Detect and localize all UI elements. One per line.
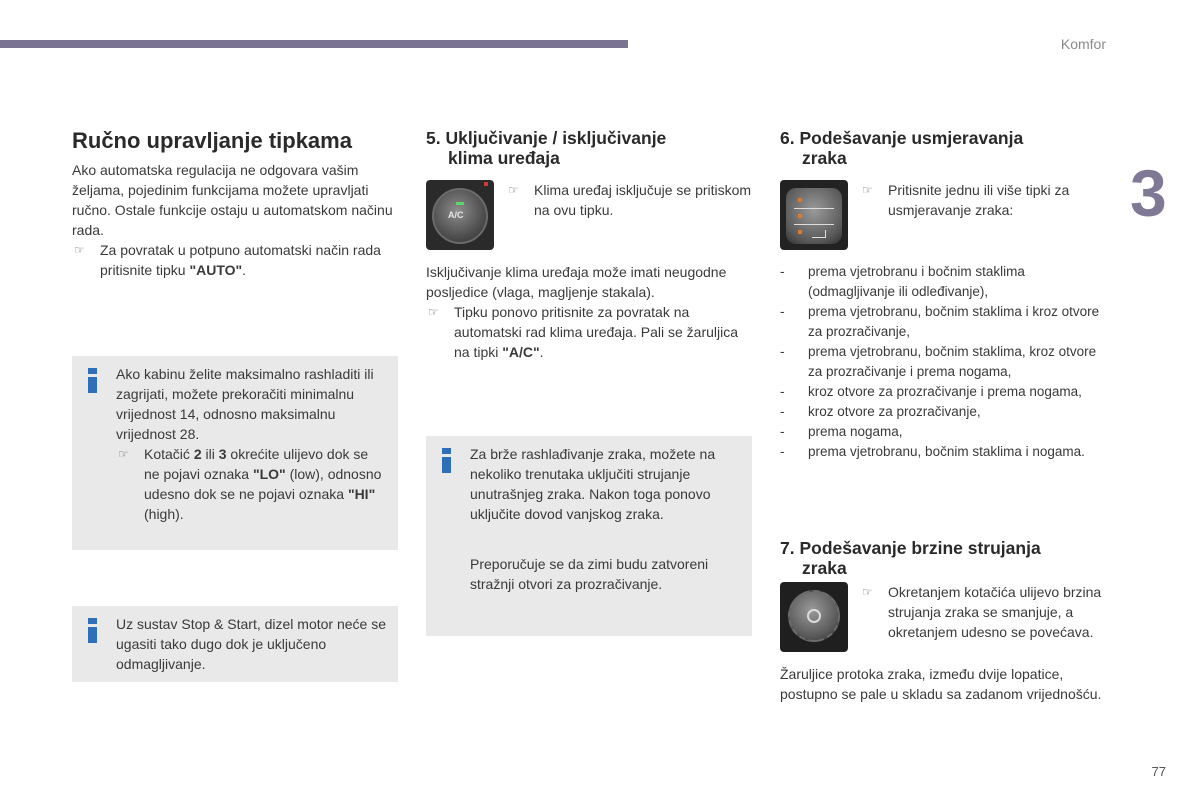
fan-speed-knob-image: [780, 582, 848, 652]
info-rear-vents-text: Preporučuje se da zimi budu zatvoreni stražnji otvori za prozračivanje.: [470, 556, 709, 592]
air-direction-panel-image: [780, 180, 848, 250]
pointer-icon: ☞: [862, 183, 873, 197]
pointer-icon: ☞: [508, 183, 519, 197]
info-icon: [88, 618, 97, 642]
column-air-direction: 6. Podešavanje usmjeravanja zraka ☞ Pritisnite jednu ili više tipki za usmjeravanje zraka: - prema vjetrobranu i bočnim staklima (odmagljivanje ili odleđivanje), - prema vjetrobranu, bočnim staklima i kroz otvore za prozračivanje, - prema vjetrobranu, bočnim staklima, kroz otvore za prozračivanje i prema nogama, - kroz otvore za prozračivanje i prema nogama, - kroz otvore za prozračivanje, - prema nogama, - prema vjetrobranu, bočnim staklima i nogama.: [780, 128, 1110, 462]
air-direction-list: [780, 262, 1110, 462]
pointer-icon: ☞: [118, 447, 129, 461]
section-title-air-direction: 6. Podešavanje usmjeravanja: [780, 128, 1024, 148]
pointer-icon: ☞: [428, 305, 439, 319]
list-item: - prema vjetrobranu, bočnim staklima, kroz otvore za prozračivanje i prema nogama,: [780, 344, 1097, 379]
column-manual-controls: [72, 128, 398, 280]
manual-intro: Ako automatska regulacija ne odgovara vašim željama, pojedinim funkcijama možete upravljati ručno. Ostale funkcije ostaju u automatskom načinu rada.: [72, 162, 393, 238]
list-item: - kroz otvore za prozračivanje i prema nogama,: [780, 384, 1082, 399]
section-title-air-speed: 7. Podešavanje brzine strujanja: [780, 538, 1041, 558]
info-box-recirculation: [426, 436, 752, 636]
air-direction-bullet: ☞ Pritisnite jednu ili više tipki za usmjeravanje zraka:: [860, 180, 1110, 250]
page-number: 77: [1151, 764, 1166, 779]
fan-speed-lights-text: Žaruljice protoka zraka, između dvije lopatice, postupno se pale u skladu sa zadanom vrijednošću.: [780, 666, 1102, 702]
auto-bullet: ☞ Za povratak u potpuno automatski način rada pritisnite tipku "AUTO".: [74, 242, 381, 278]
fan-speed-bullet: ☞ Okretanjem kotačića ulijevo brzina strujanja zraka se smanjuje, a okretanjem udesno se povećava.: [860, 582, 1110, 652]
info-knob-bullet: ☞ Kotačić 2 ili 3 okrećite ulijevo dok se ne pojavi oznaka "LO" (low), odnosno udesno dok se ne pojavi oznaka "HI" (high).: [118, 446, 382, 522]
column-ac: 5. Uključivanje / isključivanje klima uređaja A/C ☞ Klima uređaj isključuje se pritiskom na ovu tipku. Isključivanje klima uređaja može imati neugodne posljedice (vlaga, magljenje stakala). ☞ Tipku ponovo pritisnite za povratak na automatski rad klima uređaja. Pali se žaruljica na tipki "A/C".: [426, 128, 752, 360]
fan-icon: [807, 609, 821, 623]
ac-off-bullet: ☞ Klima uređaj isključuje se pritiskom na ovu tipku.: [506, 180, 752, 250]
ac-restore-bullet: ☞ Tipku ponovo pritisnite za povratak na automatski rad klima uređaja. Pali se žaruljica na tipki "A/C".: [428, 304, 739, 360]
section-title-ac: 5. Uključivanje / isključivanje: [426, 128, 667, 148]
pointer-icon: ☞: [74, 243, 85, 257]
info-recirculation-text: Za brže rashlađivanje zraka, možete na nekoliko trenutaka uključiti strujanje unutrašnjeg zraka. Nakon toga ponovo uključite dovod vanjskog zraka.: [470, 446, 716, 522]
info-box-stop-start: [72, 606, 398, 682]
chapter-number: 3: [1130, 156, 1167, 230]
list-item: - prema vjetrobranu, bočnim staklima i kroz otvore za prozračivanje,: [780, 304, 1100, 339]
list-item: - prema nogama,: [780, 424, 903, 439]
header-bar: [0, 40, 628, 48]
ac-button-image: A/C: [426, 180, 494, 250]
list-item: - prema vjetrobranu, bočnim staklima i nogama.: [780, 444, 1085, 459]
list-item: - kroz otvore za prozračivanje,: [780, 404, 981, 419]
section-title-manual: Ručno upravljanje tipkama: [72, 128, 352, 153]
section-label: Komfor: [1060, 36, 1106, 52]
info-icon: [88, 368, 97, 392]
info-stop-start-text: Uz sustav Stop & Start, dizel motor neće se ugasiti tako dugo dok je uključeno odmagljivanje.: [116, 616, 387, 672]
list-item: - prema vjetrobranu i bočnim staklima (odmagljivanje ili odleđivanje),: [780, 264, 1025, 299]
info-box-max-temp: [72, 356, 398, 550]
column-air-speed: 7. Podešavanje brzine strujanja zraka ☞ Okretanjem kotačića ulijevo brzina strujanja zraka se smanjuje, a okretanjem udesno se povećava. Žaruljice protoka zraka, između dvije lopatice, postupno se pale u skladu sa zadanom vrijednošću.: [780, 538, 1110, 704]
pointer-icon: ☞: [862, 585, 873, 599]
info-icon: [442, 448, 451, 472]
info-max-temp-text: Ako kabinu želite maksimalno rashladiti ili zagrijati, možete prekoračiti minimalnu vrijednost 14, odnosno maksimalnu vrijednost 28.: [116, 366, 374, 442]
ac-off-warning: Isključivanje klima uređaja može imati neugodne posljedice (vlaga, magljenje stakala).: [426, 264, 727, 300]
